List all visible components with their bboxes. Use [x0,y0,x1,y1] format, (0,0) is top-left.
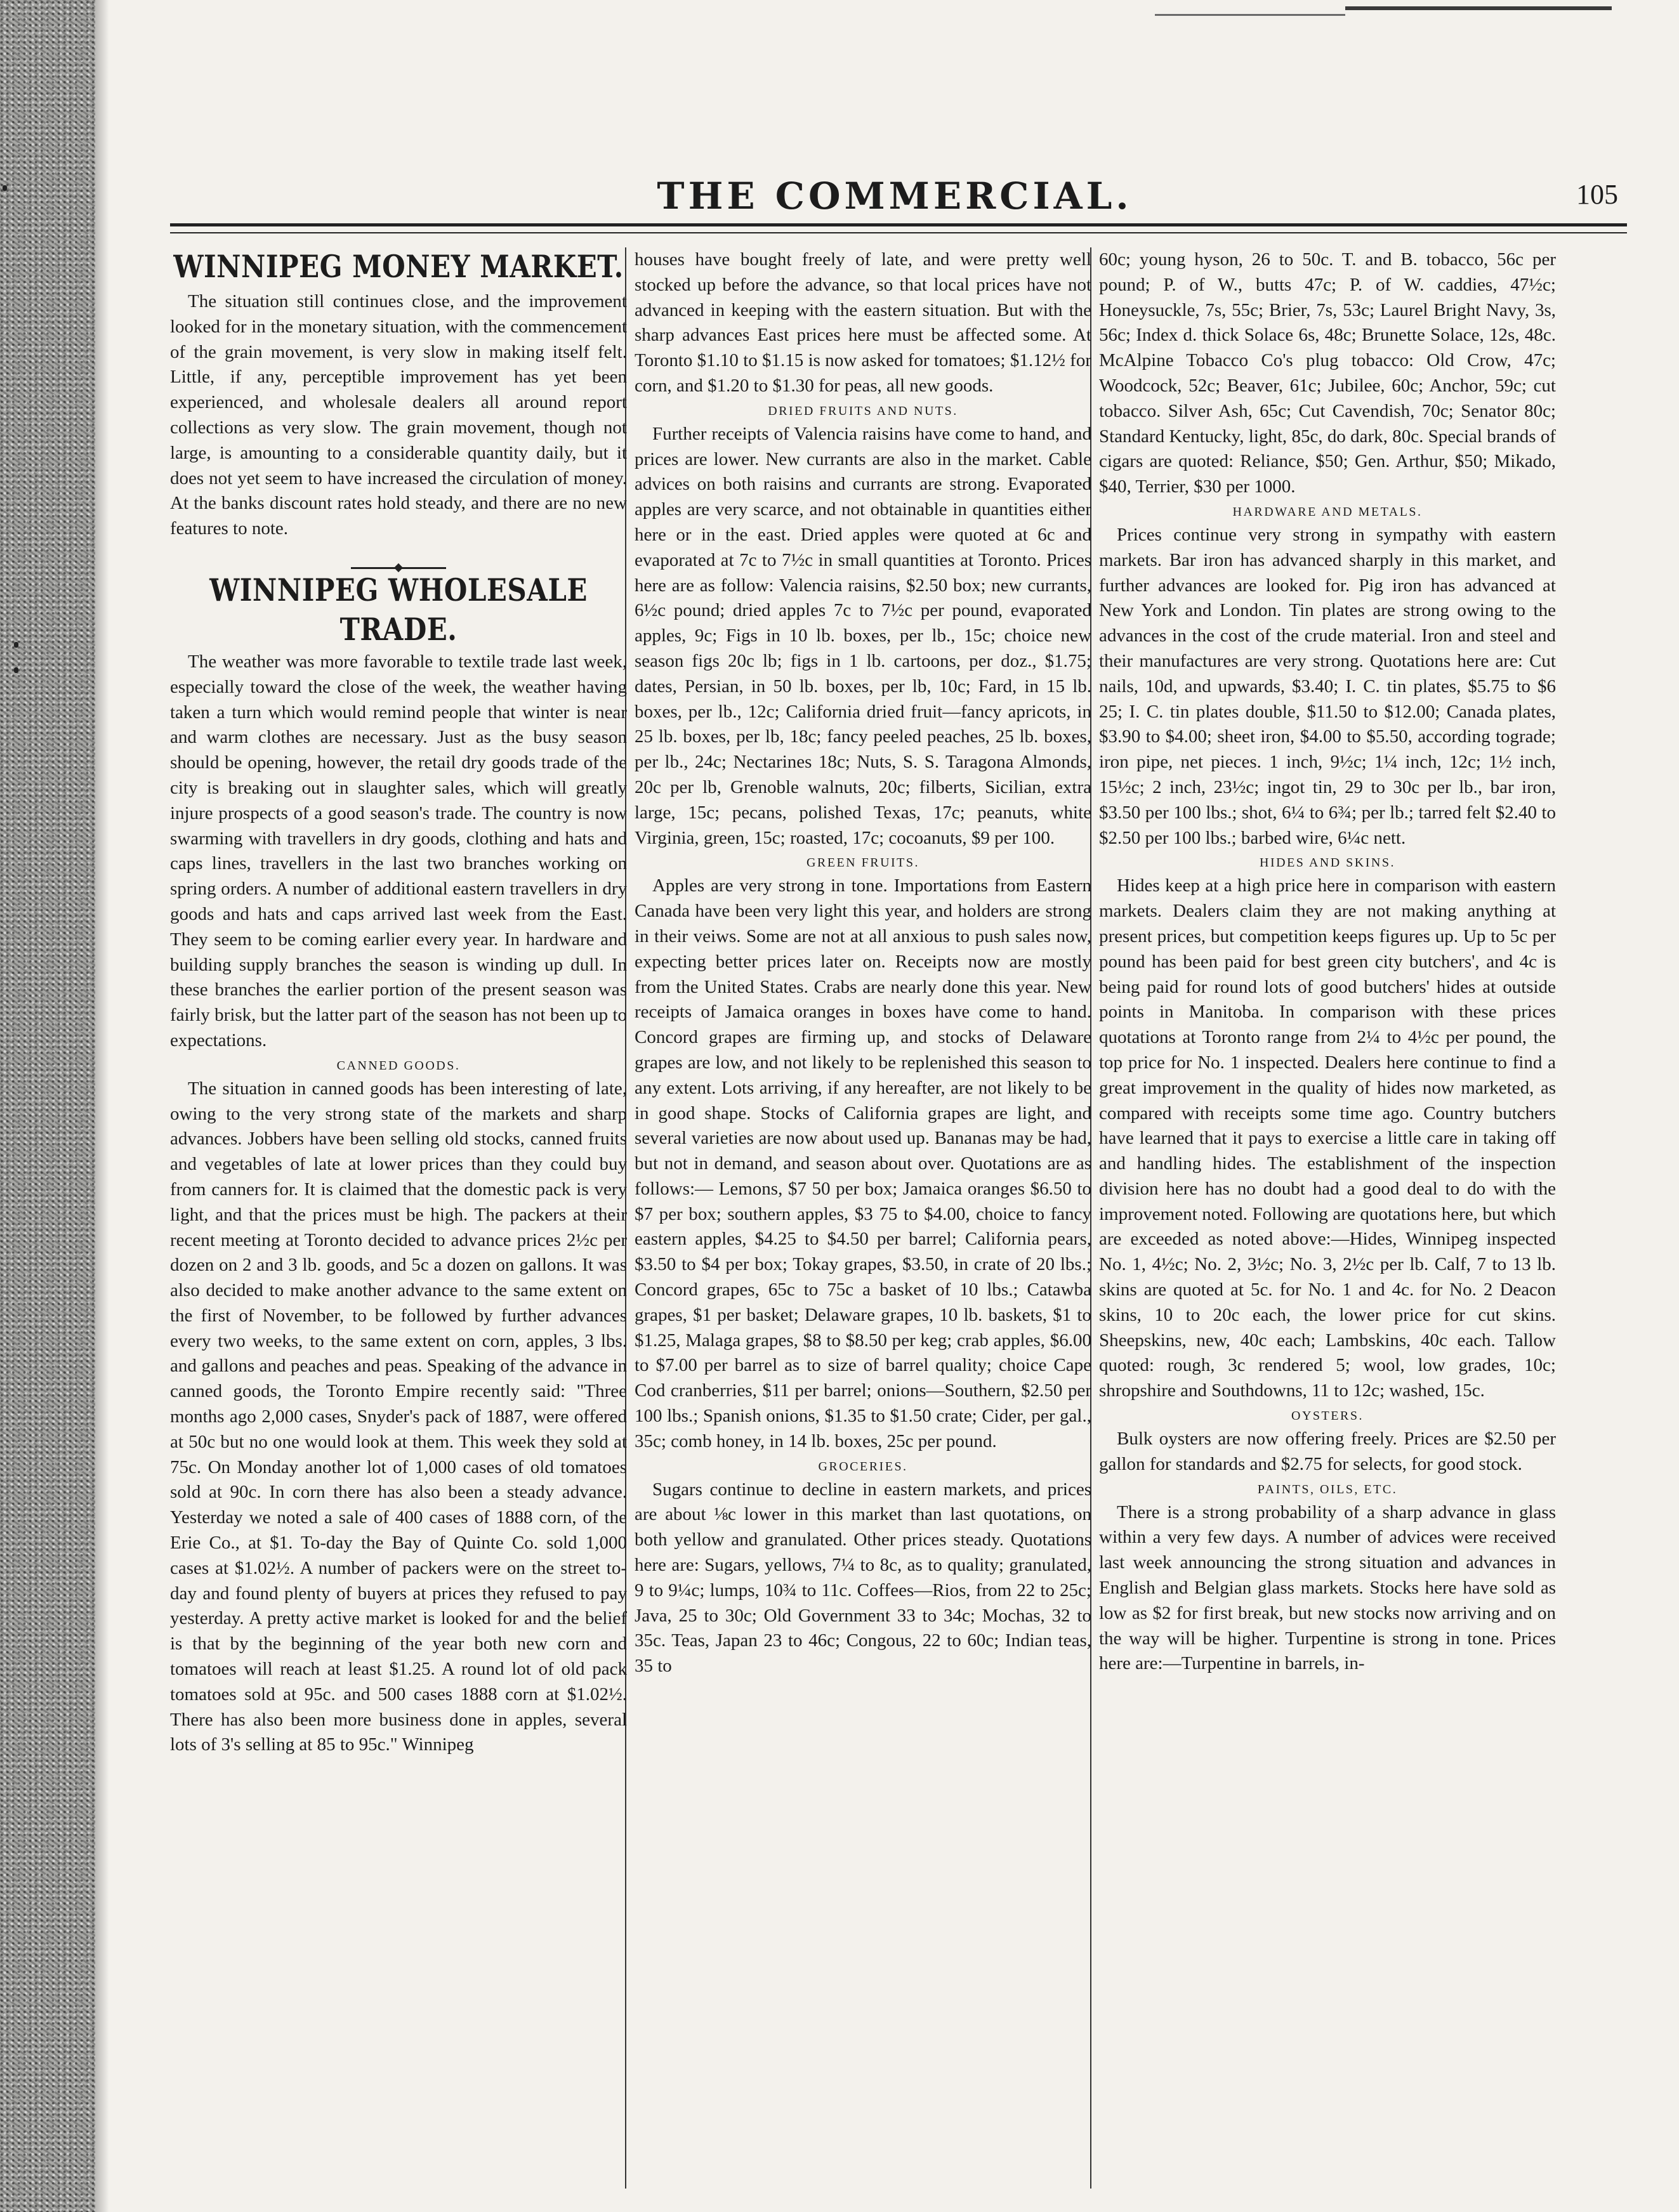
scan-binding-edge [0,0,95,2212]
section-subhead-groceries: GROCERIES. [818,1459,908,1474]
article-paragraph: Bulk oysters are now offering freely. Prices are $2.50 per gallon for standards and $2.75 for selects, for good stock. [1099,1429,1556,1474]
column-3 [1099,247,1556,2189]
section-subhead-hides-skins: HIDES AND SKINS. [1260,856,1395,870]
column-1 [170,247,627,2189]
section-subhead-hardware-metals: HARDWARE AND METALS. [1232,504,1423,519]
article-paragraph-continued: 60c; young hyson, 26 to 50c. T. and B. tobacco, 56c per pound; P. of W., butts 47c; P. of W. caddies, 47½c; Honeysuckle, 7s, 55c; Brier, 7s, 53c; Laurel Bright Navy, 3s, 56c; Index d. thick Solace 6s, 48c; Brunette Solace, 12s, 48c. McAlpine Tobacco Co's plug tobacco: Old Crow, 47c; Woodcock, 52c; Beaver, 61c; Jubilee, 60c; Anchor, 59c; cut tobacco. Silver Ash, 65c; Cut Cavendish, 70c; Senator 80c; Standard Kentucky, light, 85c, do dark, 80c. Special brands of cigars are quoted: Reliance, $50; Gen. Arthur, $50; Mikado, $40, Terrier, $30 per 1000. [1099,249,1556,497]
section-subhead-dried-fruits: DRIED FRUITS AND NUTS. [768,403,958,418]
section-subhead-oysters: OYSTERS. [1291,1409,1364,1423]
page-number: 105 [1576,179,1618,210]
binding-shadow [95,0,109,2212]
stray-ink-mark [3,185,7,191]
top-edge-rule [1345,6,1612,10]
publication-title: THE COMMERCIAL. [657,174,1133,218]
article-paragraph: Hides keep at a high price here in comparison with eastern markets. Dealers claim they are not making anything at present prices, but competition keeps figures up. Up to 5c per pound has been paid for best green city butchers', and 4c is being paid for round lots of good butchers' hides at outside points in Manitoba. In comparison with these prices quotations at Toronto range from 2¼ to 4½c per pound, the top price for No. 1 inspected. Dealers here continue to find a great improvement in the quality of hides now marketed, as compared with receipts some time ago. Country butchers have learned that it pays to exercise a little care in taking off and handling hides. The establishment of the inspection division here has no doubt had a good deal to do with the improvement noted. Following are quotations here, but which are exceeded as noted above:—Hides, Winnipeg inspected No. 1, 4½c; No. 2, 3½c; No. 3, 2½c per lb. Calf, 7 to 13 lb. skins are quoted at 5c. for No. 1 and 4c. for No. 2 Deacon skins, 10 to 20c each, the lower price for cut skins. Sheepskins, new, 40c each; Lambskins, 40c each. Tallow quoted: rough, 3c rendered 5; wool, low grades, 10c; shropshire and Southdowns, 11 to 12c; washed, 15c. [1099,875,1556,1401]
article-paragraph-continued: houses have bought freely of late, and were pretty well stocked up before the advance, so that local prices have not advanced in keeping with the eastern situation. But with the sharp advances East prices here must be affected some. At Toronto $1.10 to $1.15 is now asked for tomatoes; $1.12½ for corn, and $1.20 to $1.30 for peas, all new goods. [635,249,1091,396]
column-2 [635,247,1091,2189]
masthead [171,174,1618,225]
stray-ink-mark [14,667,18,673]
top-edge-rule-thin [1155,14,1345,16]
section-subhead-canned-goods: CANNED GOODS. [336,1058,461,1073]
article-headline-money-market: WINNIPEG MONEY MARKET. [173,249,624,285]
section-subhead-paints-oils: PAINTS, OILS, ETC. [1257,1482,1398,1496]
masthead-rule-thick [170,223,1627,226]
article-paragraph: Apples are very strong in tone. Importations from Eastern Canada have been very light this year, and holders are strong in their veiws. Some are not at all anxious to push sales now, expecting better prices later on. Receipts now are mostly from the United States. Crabs are nearly done this year. New receipts of Jamaica oranges in boxes have come to hand. Concord grapes are firming up, and stocks of Delaware grapes are low, and not likely to be replenished this season to any extent. Lots arriving, if any hereafter, are not likely to be in good shape. Stocks of California grapes are light, and several varieties are now about used up. Bananas may be had, but not in demand, and season about over. Quotations are as follows:— Lemons, $7 50 per box; Jamaica oranges $6.50 to $7 per box; southern apples, $3 75 to $4.00, choice to fancy eastern apples, $4.25 to $4.50 per barrel; California pears, $3.50 to $4 per box; Tokay grapes, $3.50, in crate of 20 lbs.; Concord grapes, 65c to 75c a basket of 10 lbs.; Catawba grapes, $1 per basket; Delaware grapes, 10 lb. baskets, $1 to $1.25, Malaga grapes, $8 to $8.50 per keg; crab apples, $6.00 to $7.00 per barrel as to size of barrel quality; choice Cape Cod cranberries, $11 per barrel; onions—Southern, $2.50 per 100 lbs.; Spanish onions, $1.35 to $1.50 crate; Cider, per gal., 35c; comb honey, in 14 lb. boxes, 25c per pound. [635,875,1091,1451]
article-paragraph: Prices continue very strong in sympathy with eastern markets. Bar iron has advanced sharply in this market, and further advances are looked for. Pig iron has advanced at New York and London. Tin plates are strong owing to the advances in the cost of the crude material. Iron and steel and their manufactures are very strong. Quotations here are: Cut nails, 10d, and upwards, $3.40; I. C. tin plates, $5.75 to $6 25; I. C. tin plates double, $11.50 to $12.00; Canada plates, $3.90 to $4.00; sheet iron, $4.00 to $5.50, according tograde; iron pipe, net pieces. 1 inch, 9½c; 1¼ inch, 12c; 1½ inch, 15½c; 2 inch, 23½c; ingot tin, 29 to 30c per lb., bar iron, $3.50 per 100 lbs.; shot, 6¼ to 6¾; per lb.; tarred felt $2.40 to $2.50 per 100 lbs.; barbed wire, 6¼c nett. [1099,524,1556,848]
article-paragraph: The situation in canned goods has been interesting of late, owing to the very strong state of the markets and sharp advances. Jobbers have been selling old stocks, canned fruits and vegetables of late at lower prices than they could buy from canners for. It is claimed that the domestic pack is very light, and that the prices must be high. The packers at their recent meeting at Toronto decided to advance prices 2½c per dozen on 2 and 3 lb. goods, and 5c a dozen on gallons. It was also decided to make another advance to the same extent on the first of November, to be followed by further advances every two weeks, to the same extent on corn, apples, 3 lbs. and gallons and peaches and peas. Speaking of the advance in canned goods, the Toronto Empire recently said: "Three months ago 2,000 cases, Snyder's pack of 1887, were offered at 50c but no one would look at them. This week they sold at 75c. On Monday another lot of 1,000 cases of old tomatoes sold at 90c. In corn there has also been a steady advance. Yesterday we noted a sale of 400 cases of 1888 corn, of the Erie Co., at $1. To-day the Bay of Quinte Co. sold 1,000 cases at $1.02½. A number of packers were on the street to-day and found plenty of buyers at prices they refused to pay yesterday. A pretty active market is looked for and the belief is that by the beginning of the year both new corn and tomatoes will reach at least $1.25. A round lot of old pack tomatoes sold at 95c. and 500 cases 1888 corn at $1.02½. There has also been more business done in apples, several lots of 3's selling at 85 to 95c." Winnipeg [170,1078,627,1755]
section-subhead-green-fruits: GREEN FRUITS. [806,856,920,870]
masthead-rule-thin [170,232,1627,233]
stray-ink-mark [14,642,18,648]
section-divider-ornament [170,554,627,562]
article-paragraph: There is a strong probability of a sharp advance in glass within a very few days. A number of advices were received last week announcing the strong situation and advances in English and Belgian glass markets. Stocks here have sold as low as $2 for first break, but new stocks now arriving and on the way will be higher. Turpentine is strong in tone. Prices here are:—Turpentine in barrels, in- [1099,1502,1556,1674]
article-headline-wholesale-trade: WINNIPEG WHOLESALE TRADE. [209,572,588,648]
article-paragraph: Further receipts of Valencia raisins have come to hand, and prices are lower. New currants are also in the market. Cable advices on both raisins and currants are strong. Evaporated apples are very scarce, and not obtainable in quantities either here or in the east. Dried apples were quoted at 6c and evaporated at 7c to 7½c in small quantities at Toronto. Prices here are as follow: Valencia raisins, $2.50 box; new currants, 6½c pound; dried apples 7c to 7½c per pound, evaporated apples, 9c; Figs in 10 lb. boxes, per lb., 15c; choice new season figs 20c lb; figs in 1 lb. cartoons, per doz., $1.75; dates, Persian, in 50 lb. boxes, per lb, 10c; Fard, in 15 lb. boxes, per lb., 12c; California dried fruit—fancy apricots, in 25 lb. boxes, per lb, 18c; fancy peeled peaches, 25 lb. boxes, per lb., 24c; Nectarines 18c; Nuts, S. S. Taragona Almonds, 20c per lb, Grenoble walnuts, 20c; filberts, Sicilian, extra large, 15c; pecans, polished Texas, 17c; peanuts, white Virginia, green, 15c; roasted, 17c; cocoanuts, $9 per 100. [635,423,1091,848]
article-paragraph: The situation still continues close, and the improvement looked for in the monetary situation, with the commencement of the grain movement, is very slow in making itself felt. Little, if any, perceptible improvement has yet been experienced, and wholesale dealers all around report collections as very slow. The grain movement, though not large, is amounting to a considerable quantity daily, but it does not yet seem to have increased the circulation of money. At the banks discount rates hold steady, and there are no new features to note. [170,291,627,539]
article-paragraph: Sugars continue to decline in eastern markets, and prices are about ⅛c lower in this market than last quotations, on both yellow and granulated. Other prices steady. Quotations here are: Sugars, yellows, 7¼ to 8c, as to quality; granulated, 9 to 9¼c; lumps, 10¾ to 11c. Coffees—Rios, from 22 to 25c; Java, 25 to 30c; Old Government 33 to 34c; Mochas, 32 to 35c. Teas, Japan 23 to 46c; Congous, 22 to 60c; Indian teas, 35 to [635,1479,1091,1677]
article-paragraph: The weather was more favorable to textile trade last week, especially toward the close of the week, the weather having taken a turn which would remind people that winter is near and warm clothes are necessary. Just as the busy season should be opening, however, the retail dry goods trade of the city is breaking out in slaughter sales, which will greatly injure prospects of a good season's trade. The country is now swarming with travellers in dry goods, clothing and hats and caps lines, travellers in the last two branches working on spring orders. A number of additional eastern travellers in dry goods and hats and caps arrived last week from the East. They seem to be coming earlier every year. In hardware and building supply branches the season is winding up dull. In these branches the earlier portion of the present season was fairly brisk, but the latter part of the season has not been up to expectations. [170,651,627,1050]
